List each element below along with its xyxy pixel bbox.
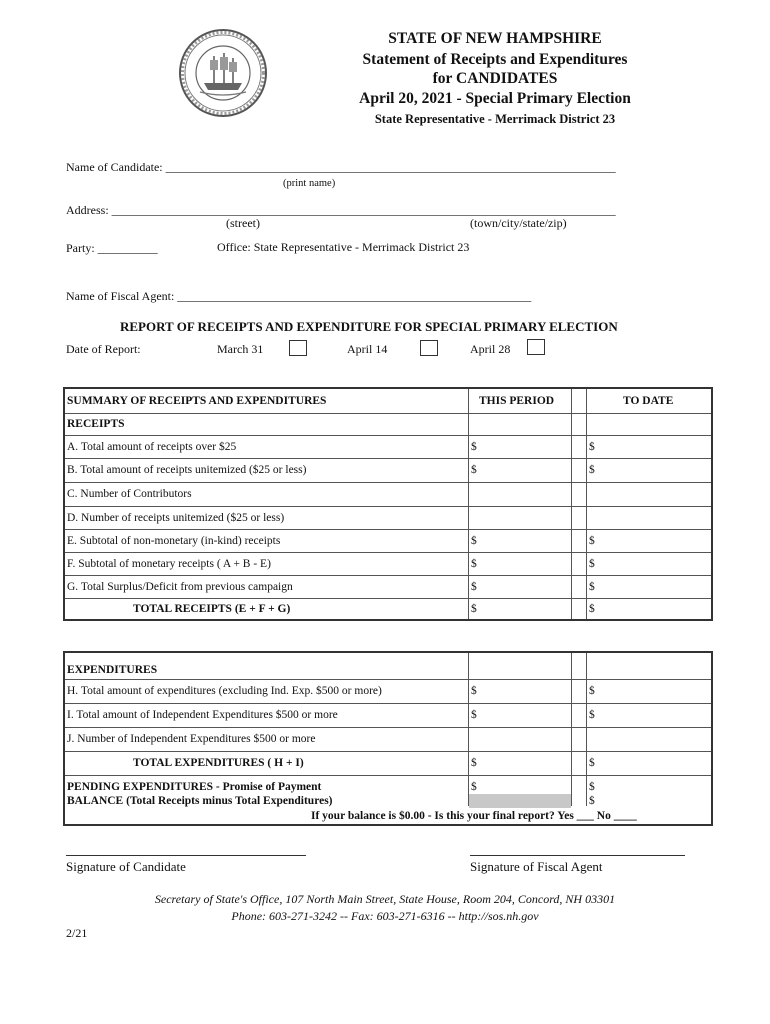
- footer-address: Secretary of State's Office, 107 North Main Street, State House, Room 204, Concord, NH 03301: [154, 892, 616, 906]
- table-row: [65, 506, 711, 530]
- table-header-row: [65, 389, 711, 414]
- candidate-signature-label: Signature of Candidate: [66, 859, 186, 874]
- row-label: H. Total amount of expenditures (excluding Ind. Exp. $500 or more): [67, 685, 382, 697]
- print-name-caption: (print name): [283, 178, 336, 189]
- final-report-row: [65, 808, 711, 824]
- summary-heading: SUMMARY OF RECEIPTS AND EXPENDITURES: [67, 395, 327, 407]
- to-date-cell[interactable]: $: [589, 557, 595, 570]
- expenditures-section-row: [65, 653, 711, 680]
- header-office: State Representative - Merrimack District 23: [374, 112, 616, 126]
- expenditures-table: [63, 651, 713, 826]
- final-report-question[interactable]: If your balance is $0.00 - Is this your final report? Yes ___ No ____: [311, 810, 637, 822]
- header-state: STATE OF NEW HAMPSHIRE: [388, 30, 602, 47]
- checkbox-april-14[interactable]: [420, 340, 438, 356]
- row-label: F. Subtotal of monetary receipts ( A + B - E): [67, 557, 271, 570]
- table-row: [65, 575, 711, 599]
- to-date-cell[interactable]: $: [589, 440, 595, 453]
- street-caption: (street): [226, 216, 260, 230]
- to-date-cell[interactable]: $: [589, 685, 595, 697]
- to-date-cell[interactable]: $: [589, 780, 595, 793]
- receipts-table: [63, 387, 713, 621]
- this-period-cell[interactable]: $: [471, 464, 477, 476]
- table-row: [65, 552, 711, 576]
- header-title: Statement of Receipts and Expenditures: [362, 51, 628, 68]
- to-date-cell[interactable]: $: [589, 757, 595, 769]
- this-period-cell[interactable]: $: [471, 440, 477, 453]
- row-label: TOTAL EXPENDITURES ( H + I): [133, 757, 304, 769]
- date-march-31: March 31: [217, 342, 264, 356]
- to-date-cell[interactable]: $: [589, 709, 595, 721]
- row-label: E. Subtotal of non-monetary (in-kind) receipts: [67, 534, 281, 547]
- row-label: A. Total amount of receipts over $25: [67, 440, 237, 453]
- expenditures-section-label: EXPENDITURES: [67, 663, 158, 676]
- to-date-cell[interactable]: $: [589, 795, 595, 807]
- total-expenditures-row: [65, 751, 711, 776]
- this-period-cell[interactable]: $: [471, 709, 477, 721]
- balance-row: [65, 794, 711, 808]
- candidate-signature-line[interactable]: [66, 855, 306, 856]
- town-caption: (town/city/state/zip): [470, 216, 567, 230]
- to-date-cell[interactable]: $: [589, 602, 595, 615]
- to-date-cell[interactable]: $: [589, 534, 595, 547]
- this-period-cell[interactable]: $: [471, 580, 477, 593]
- header-election: April 20, 2021 - Special Primary Election: [359, 90, 631, 107]
- table-row: [65, 703, 711, 728]
- header-subtitle: for CANDIDATES: [432, 70, 558, 87]
- party-field[interactable]: Party: __________: [66, 241, 158, 255]
- receipts-section-label: RECEIPTS: [67, 418, 125, 430]
- this-period-cell[interactable]: $: [471, 557, 477, 570]
- this-period-cell[interactable]: $: [471, 534, 477, 547]
- candidate-name-field[interactable]: Name of Candidate: ___________________________________________________________________________: [66, 160, 616, 174]
- to-date-cell[interactable]: $: [589, 464, 595, 476]
- this-period-cell[interactable]: $: [471, 757, 477, 769]
- total-receipts-row: [65, 598, 711, 619]
- row-label: PENDING EXPENDITURES - Promise of Payment: [67, 780, 322, 793]
- date-april-28: April 28: [470, 342, 511, 356]
- col-to-date: TO DATE: [623, 395, 674, 407]
- date-april-14: April 14: [347, 342, 388, 356]
- date-of-report-label: Date of Report:: [66, 342, 141, 356]
- table-row: [65, 679, 711, 704]
- this-period-cell[interactable]: $: [471, 602, 477, 615]
- table-row: [65, 482, 711, 507]
- row-label: B. Total amount of receipts unitemized ($25 or less): [67, 464, 307, 476]
- report-title: REPORT OF RECEIPTS AND EXPENDITURE FOR SPECIAL PRIMARY ELECTION: [120, 319, 618, 334]
- row-label: D. Number of receipts unitemized ($25 or less): [67, 511, 285, 524]
- to-date-cell[interactable]: $: [589, 580, 595, 593]
- state-seal-icon: [178, 28, 268, 118]
- row-label: TOTAL RECEIPTS (E + F + G): [133, 602, 291, 615]
- revision-code: 2/21: [66, 926, 88, 940]
- fiscal-agent-signature-label: Signature of Fiscal Agent: [470, 859, 603, 874]
- receipts-section-row: [65, 413, 711, 436]
- row-label: I. Total amount of Independent Expenditures $500 or more: [67, 709, 338, 721]
- address-field[interactable]: Address: ____________________________________________________________________________________: [66, 203, 616, 217]
- table-row: [65, 458, 711, 483]
- checkbox-march-31[interactable]: [289, 340, 307, 356]
- fiscal-agent-field[interactable]: Name of Fiscal Agent: ___________________________________________________________: [66, 289, 532, 303]
- col-this-period: THIS PERIOD: [479, 395, 555, 407]
- fiscal-agent-signature-line[interactable]: [470, 855, 685, 856]
- table-row: [65, 727, 711, 752]
- row-label: G. Total Surplus/Deficit from previous campaign: [67, 580, 293, 593]
- table-row: [65, 435, 711, 459]
- row-label: J. Number of Independent Expenditures $500 or more: [67, 733, 316, 745]
- this-period-cell[interactable]: $: [471, 780, 477, 793]
- pending-expenditures-row: [65, 775, 711, 794]
- row-label: BALANCE (Total Receipts minus Total Expenditures): [67, 795, 333, 807]
- table-row: [65, 529, 711, 553]
- row-label: C. Number of Contributors: [67, 488, 192, 500]
- checkbox-april-28[interactable]: [527, 339, 545, 355]
- this-period-cell[interactable]: $: [471, 685, 477, 697]
- office-text: Office: State Representative - Merrimack District 23: [217, 240, 470, 254]
- footer-contact: Phone: 603-271-3242 -- Fax: 603-271-6316 -- http://sos.nh.gov: [231, 909, 539, 923]
